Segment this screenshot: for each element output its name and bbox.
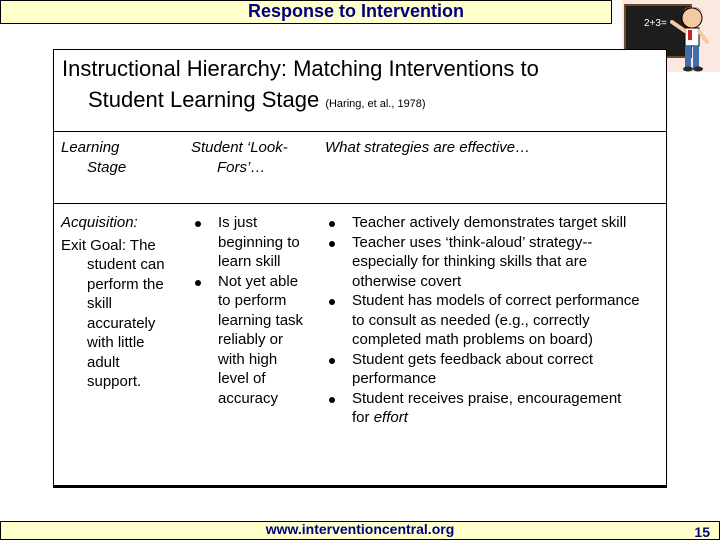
list-item	[325, 213, 665, 233]
tail-prefix: for	[352, 409, 374, 426]
list-item-line: otherwise covert	[352, 272, 462, 290]
list-item	[325, 233, 665, 292]
exit-goal-line: skill	[87, 295, 112, 312]
bullet-icon	[329, 299, 335, 305]
list-item-line	[352, 408, 665, 428]
list-item	[325, 291, 665, 350]
header-stage-line2: Stage	[87, 158, 127, 176]
title-citation: (Haring, et al., 1978)	[325, 98, 426, 110]
list-item-line: Student receives praise, encouragement	[352, 389, 622, 407]
list-item-line: performance	[352, 370, 437, 387]
exit-goal	[61, 236, 186, 392]
exit-goal-line: Exit Goal: The	[61, 236, 156, 254]
page-title-line2	[88, 87, 426, 113]
list-item-line: beginning to	[218, 233, 300, 251]
list-item-line: reliably or	[218, 331, 284, 348]
bullet-icon	[329, 358, 335, 364]
list-item-line: with high	[218, 350, 278, 368]
list-item-line: to perform	[218, 292, 287, 309]
bullet-icon	[195, 221, 201, 227]
strategies-list	[325, 213, 665, 428]
list-item-line: Teacher actively demonstrates target skill	[352, 214, 627, 231]
list-item-line: Teacher uses ‘think-aloud’ strategy--	[352, 233, 593, 251]
header-lookfors-line2: Fors’…	[217, 158, 266, 176]
tail-emphasis: effort	[373, 409, 408, 426]
exit-goal-line: support.	[87, 373, 142, 390]
list-item-line: accuracy	[218, 389, 279, 407]
title-box	[53, 49, 667, 132]
exit-goal-line: perform the	[87, 275, 164, 293]
page-number: 15	[694, 524, 710, 540]
list-item-line: Is just	[218, 214, 258, 231]
page-title-line2-text: Student Learning Stage	[88, 87, 320, 112]
page-title-line1: Instructional Hierarchy: Matching Interventions to	[62, 56, 539, 81]
bullet-icon	[195, 280, 201, 286]
list-item-line: learn skill	[218, 253, 281, 270]
table-header-divider	[53, 203, 667, 204]
header-lookfors-line1: Student ‘Look-	[191, 139, 288, 156]
list-item	[191, 272, 319, 409]
strategies-cell	[325, 213, 665, 428]
list-item-line: learning task	[218, 311, 304, 329]
header-strategies: What strategies are effective…	[325, 139, 531, 156]
list-item	[325, 350, 665, 389]
header-title: Response to Intervention	[247, 1, 465, 21]
header-stage-line1: Learning	[61, 139, 120, 156]
list-item-line: completed math problems on board)	[352, 331, 593, 348]
list-item	[325, 389, 665, 428]
bullet-icon	[329, 241, 335, 247]
chalkboard-text: 2+3=	[644, 18, 667, 29]
list-item-line: Student gets feedback about correct	[352, 350, 593, 368]
footer-url[interactable]: www.interventioncentral.org	[265, 521, 455, 537]
bullet-icon	[329, 221, 335, 227]
look-fors-list	[191, 213, 319, 408]
exit-goal-line: student can	[87, 256, 165, 273]
exit-goal-line: with little	[87, 334, 145, 351]
look-fors-cell	[191, 213, 319, 408]
header-learning-stage	[61, 138, 181, 177]
list-item-line: level of	[218, 370, 266, 387]
header-look-fors	[191, 138, 326, 177]
list-item-line: to consult as needed (e.g., correctly	[352, 311, 590, 329]
bullet-icon	[329, 397, 335, 403]
exit-goal-line: adult	[87, 353, 120, 371]
list-item-line: Student has models of correct performance	[352, 292, 640, 309]
stage-cell	[61, 213, 186, 392]
stage-label: Acquisition:	[61, 214, 138, 231]
list-item	[191, 213, 319, 272]
list-item-line: Not yet able	[218, 272, 299, 290]
exit-goal-line: accurately	[87, 314, 156, 332]
list-item-line: especially for thinking skills that are	[352, 253, 588, 270]
